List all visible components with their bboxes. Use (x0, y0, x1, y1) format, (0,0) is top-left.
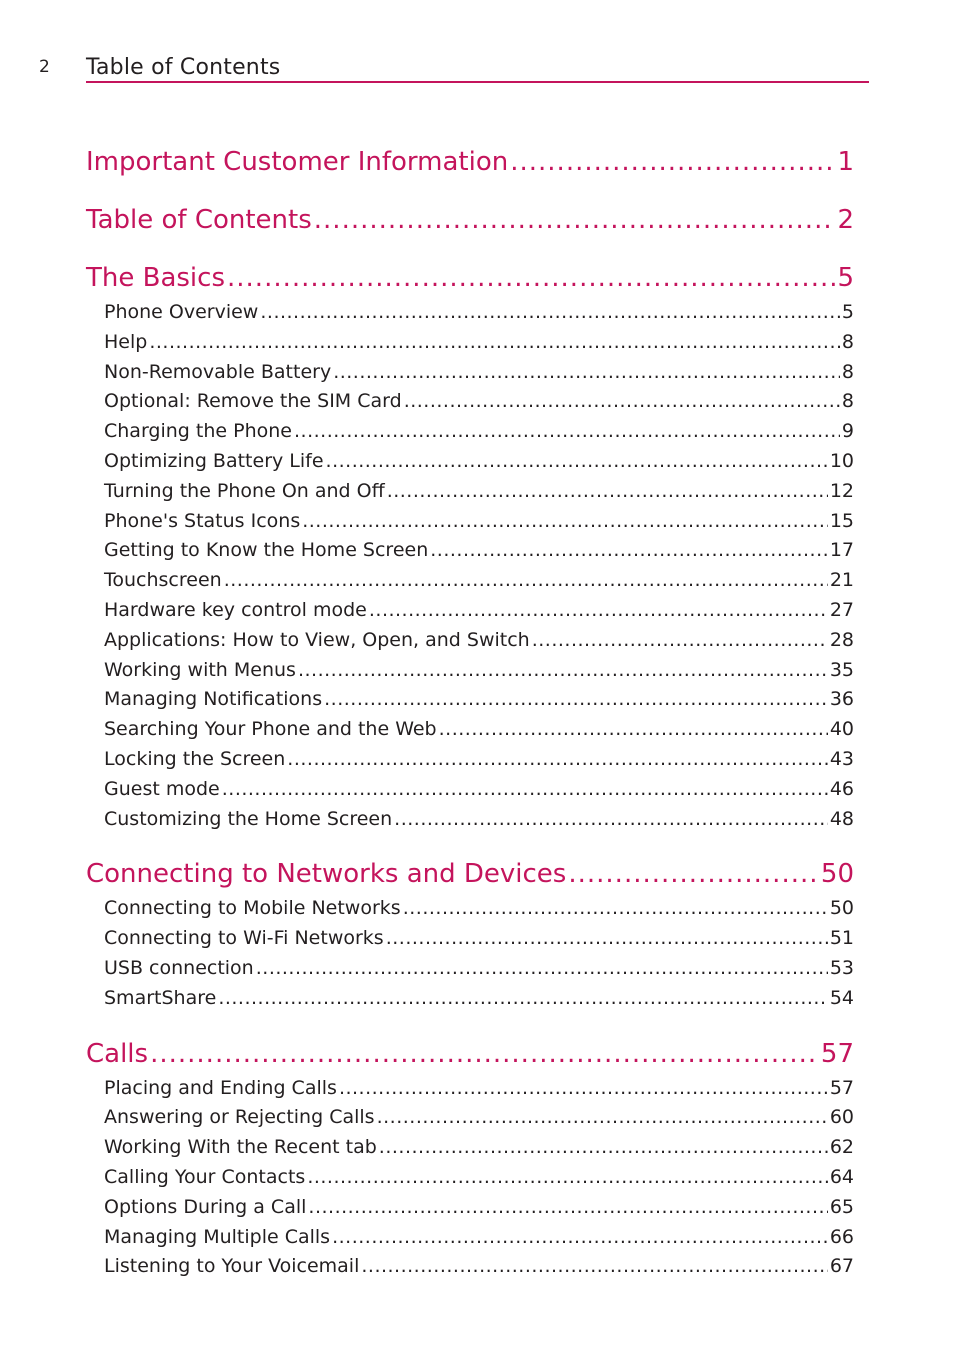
chapter-page-number: 2 (837, 205, 854, 235)
dot-leader (227, 260, 835, 296)
toc-subsection-list (86, 298, 854, 834)
toc-chapter-entry[interactable] (86, 856, 854, 892)
dot-leader (218, 984, 828, 1014)
toc-subsection-entry[interactable] (86, 417, 854, 447)
toc-subsection-entry[interactable] (86, 685, 854, 715)
toc-subsection-entry[interactable] (86, 358, 854, 388)
subsection-page-number: 28 (829, 628, 854, 651)
subsection-title: Phone's Status Icons (104, 509, 301, 532)
toc-subsection-entry[interactable] (86, 387, 854, 417)
dot-leader (224, 566, 828, 596)
dot-leader (256, 954, 828, 984)
toc-subsection-entry[interactable] (86, 447, 854, 477)
subsection-title: Answering or Rejecting Calls (104, 1106, 375, 1129)
toc-section (86, 260, 854, 834)
subsection-page-number: 36 (829, 688, 854, 711)
dot-leader (403, 894, 828, 924)
toc-subsection-entry[interactable] (86, 328, 854, 358)
subsection-page-number: 27 (829, 598, 854, 621)
subsection-page-number: 51 (829, 927, 854, 950)
subsection-title: Searching Your Phone and the Web (104, 718, 437, 741)
chapter-title: The Basics (86, 263, 226, 293)
subsection-title: SmartShare (104, 986, 217, 1009)
dot-leader (387, 477, 828, 507)
dot-leader (294, 417, 840, 447)
subsection-title: Help (104, 330, 148, 353)
toc-subsection-entry[interactable] (86, 1074, 854, 1104)
toc-subsection-list (86, 1074, 854, 1283)
subsection-title: Placing and Ending Calls (104, 1076, 337, 1099)
dot-leader (404, 387, 840, 417)
dot-leader (260, 298, 840, 328)
toc-subsection-entry[interactable] (86, 507, 854, 537)
toc-subsection-entry[interactable] (86, 984, 854, 1014)
subsection-page-number: 35 (829, 658, 854, 681)
subsection-title: Working with Menus (104, 658, 296, 681)
page-header-title: Table of Contents (86, 55, 281, 80)
subsection-title: Options During a Call (104, 1195, 307, 1218)
subsection-page-number: 53 (829, 956, 854, 979)
toc-section (86, 144, 854, 180)
dot-leader (326, 447, 828, 477)
subsection-title: Working With the Recent tab (104, 1136, 377, 1159)
subsection-page-number: 15 (829, 509, 854, 532)
subsection-title: Managing Multiple Calls (104, 1225, 331, 1248)
subsection-page-number: 50 (829, 897, 854, 920)
subsection-title: Hardware key control mode (104, 598, 367, 621)
subsection-page-number: 9 (841, 420, 854, 443)
dot-leader (394, 805, 828, 835)
dot-leader (510, 144, 835, 180)
dot-leader (150, 1036, 819, 1072)
toc-subsection-entry[interactable] (86, 1133, 854, 1163)
subsection-page-number: 43 (829, 747, 854, 770)
subsection-title: Charging the Phone (104, 420, 292, 443)
toc-subsection-list (86, 894, 854, 1013)
chapter-title: Important Customer Information (86, 147, 509, 177)
toc-subsection-entry[interactable] (86, 298, 854, 328)
toc-subsection-entry[interactable] (86, 1103, 854, 1133)
toc-subsection-entry[interactable] (86, 477, 854, 507)
dot-leader (439, 715, 828, 745)
toc-subsection-entry[interactable] (86, 1193, 854, 1223)
dot-leader (287, 745, 828, 775)
dot-leader (430, 536, 828, 566)
subsection-title: Guest mode (104, 777, 220, 800)
chapter-page-number: 5 (837, 263, 854, 293)
subsection-page-number: 8 (841, 360, 854, 383)
subsection-title: USB connection (104, 956, 254, 979)
dot-leader (324, 685, 828, 715)
subsection-page-number: 57 (829, 1076, 854, 1099)
toc-subsection-entry[interactable] (86, 954, 854, 984)
chapter-page-number: 57 (820, 1038, 854, 1069)
toc-subsection-entry[interactable] (86, 656, 854, 686)
toc-subsection-entry[interactable] (86, 745, 854, 775)
dot-leader (314, 202, 836, 238)
subsection-title: Applications: How to View, Open, and Switch (104, 628, 530, 651)
subsection-page-number: 48 (829, 807, 854, 830)
chapter-title: Calls (86, 1038, 149, 1069)
subsection-title: Optional: Remove the SIM Card (104, 390, 402, 413)
toc-subsection-entry[interactable] (86, 596, 854, 626)
subsection-page-number: 21 (829, 569, 854, 592)
dot-leader (361, 1252, 827, 1282)
chapter-page-number: 50 (820, 859, 854, 890)
dot-leader (308, 1193, 827, 1223)
toc-subsection-entry[interactable] (86, 1252, 854, 1282)
dot-leader (149, 328, 840, 358)
subsection-page-number: 64 (829, 1165, 854, 1188)
subsection-page-number: 62 (829, 1136, 854, 1159)
subsection-page-number: 40 (829, 718, 854, 741)
dot-leader (386, 924, 828, 954)
subsection-title: Customizing the Home Screen (104, 807, 393, 830)
subsection-title: Non-Removable Battery (104, 360, 332, 383)
toc-subsection-entry[interactable] (86, 1163, 854, 1193)
subsection-title: Touchscreen (104, 569, 222, 592)
page-number: 2 (39, 57, 50, 77)
header-rule (86, 81, 869, 83)
subsection-title: Turning the Phone On and Off (104, 479, 385, 502)
subsection-title: Calling Your Contacts (104, 1165, 306, 1188)
toc-section (86, 856, 854, 1013)
subsection-page-number: 46 (829, 777, 854, 800)
toc-subsection-entry[interactable] (86, 626, 854, 656)
dot-leader (222, 775, 828, 805)
chapter-title: Table of Contents (86, 205, 312, 235)
toc-chapter-entry[interactable] (86, 202, 854, 238)
subsection-page-number: 10 (829, 449, 854, 472)
subsection-title: Connecting to Mobile Networks (104, 897, 401, 920)
toc-chapter-entry[interactable] (86, 1036, 854, 1072)
dot-leader (568, 856, 819, 892)
dot-leader (298, 656, 828, 686)
toc-subsection-entry[interactable] (86, 924, 854, 954)
subsection-title: Managing Notifications (104, 688, 323, 711)
toc-subsection-entry[interactable] (86, 805, 854, 835)
chapter-page-number: 1 (837, 147, 854, 177)
dot-leader (307, 1163, 828, 1193)
toc-section (86, 202, 854, 238)
dot-leader (339, 1074, 828, 1104)
toc-chapter-entry[interactable] (86, 144, 854, 180)
subsection-title: Phone Overview (104, 301, 259, 323)
subsection-page-number: 54 (829, 986, 854, 1009)
toc-subsection-entry[interactable] (86, 536, 854, 566)
toc-subsection-entry[interactable] (86, 715, 854, 745)
dot-leader (379, 1133, 828, 1163)
subsection-title: Optimizing Battery Life (104, 449, 324, 472)
subsection-title: Locking the Screen (104, 747, 286, 770)
toc-subsection-entry[interactable] (86, 566, 854, 596)
subsection-page-number: 12 (829, 479, 854, 502)
subsection-page-number: 60 (829, 1106, 854, 1129)
dot-leader (332, 1223, 828, 1253)
dot-leader (302, 507, 828, 537)
toc-subsection-entry[interactable] (86, 775, 854, 805)
chapter-title: Connecting to Networks and Devices (86, 859, 567, 890)
subsection-title: Getting to Know the Home Screen (104, 539, 429, 562)
toc-chapter-entry[interactable] (86, 260, 854, 296)
subsection-page-number: 8 (841, 390, 854, 413)
subsection-page-number: 67 (829, 1255, 854, 1278)
dot-leader (532, 626, 828, 656)
subsection-page-number: 17 (829, 539, 854, 562)
dot-leader (377, 1103, 828, 1133)
toc-section (86, 1036, 854, 1283)
toc-subsection-entry[interactable] (86, 894, 854, 924)
toc-subsection-entry[interactable] (86, 1223, 854, 1253)
subsection-page-number: 66 (829, 1225, 854, 1248)
subsection-title: Connecting to Wi-Fi Networks (104, 927, 384, 950)
dot-leader (369, 596, 828, 626)
subsection-page-number: 5 (841, 301, 854, 323)
dot-leader (333, 358, 840, 388)
table-of-contents (86, 144, 854, 1282)
subsection-page-number: 65 (829, 1195, 854, 1218)
subsection-page-number: 8 (841, 330, 854, 353)
subsection-title: Listening to Your Voicemail (104, 1255, 360, 1278)
